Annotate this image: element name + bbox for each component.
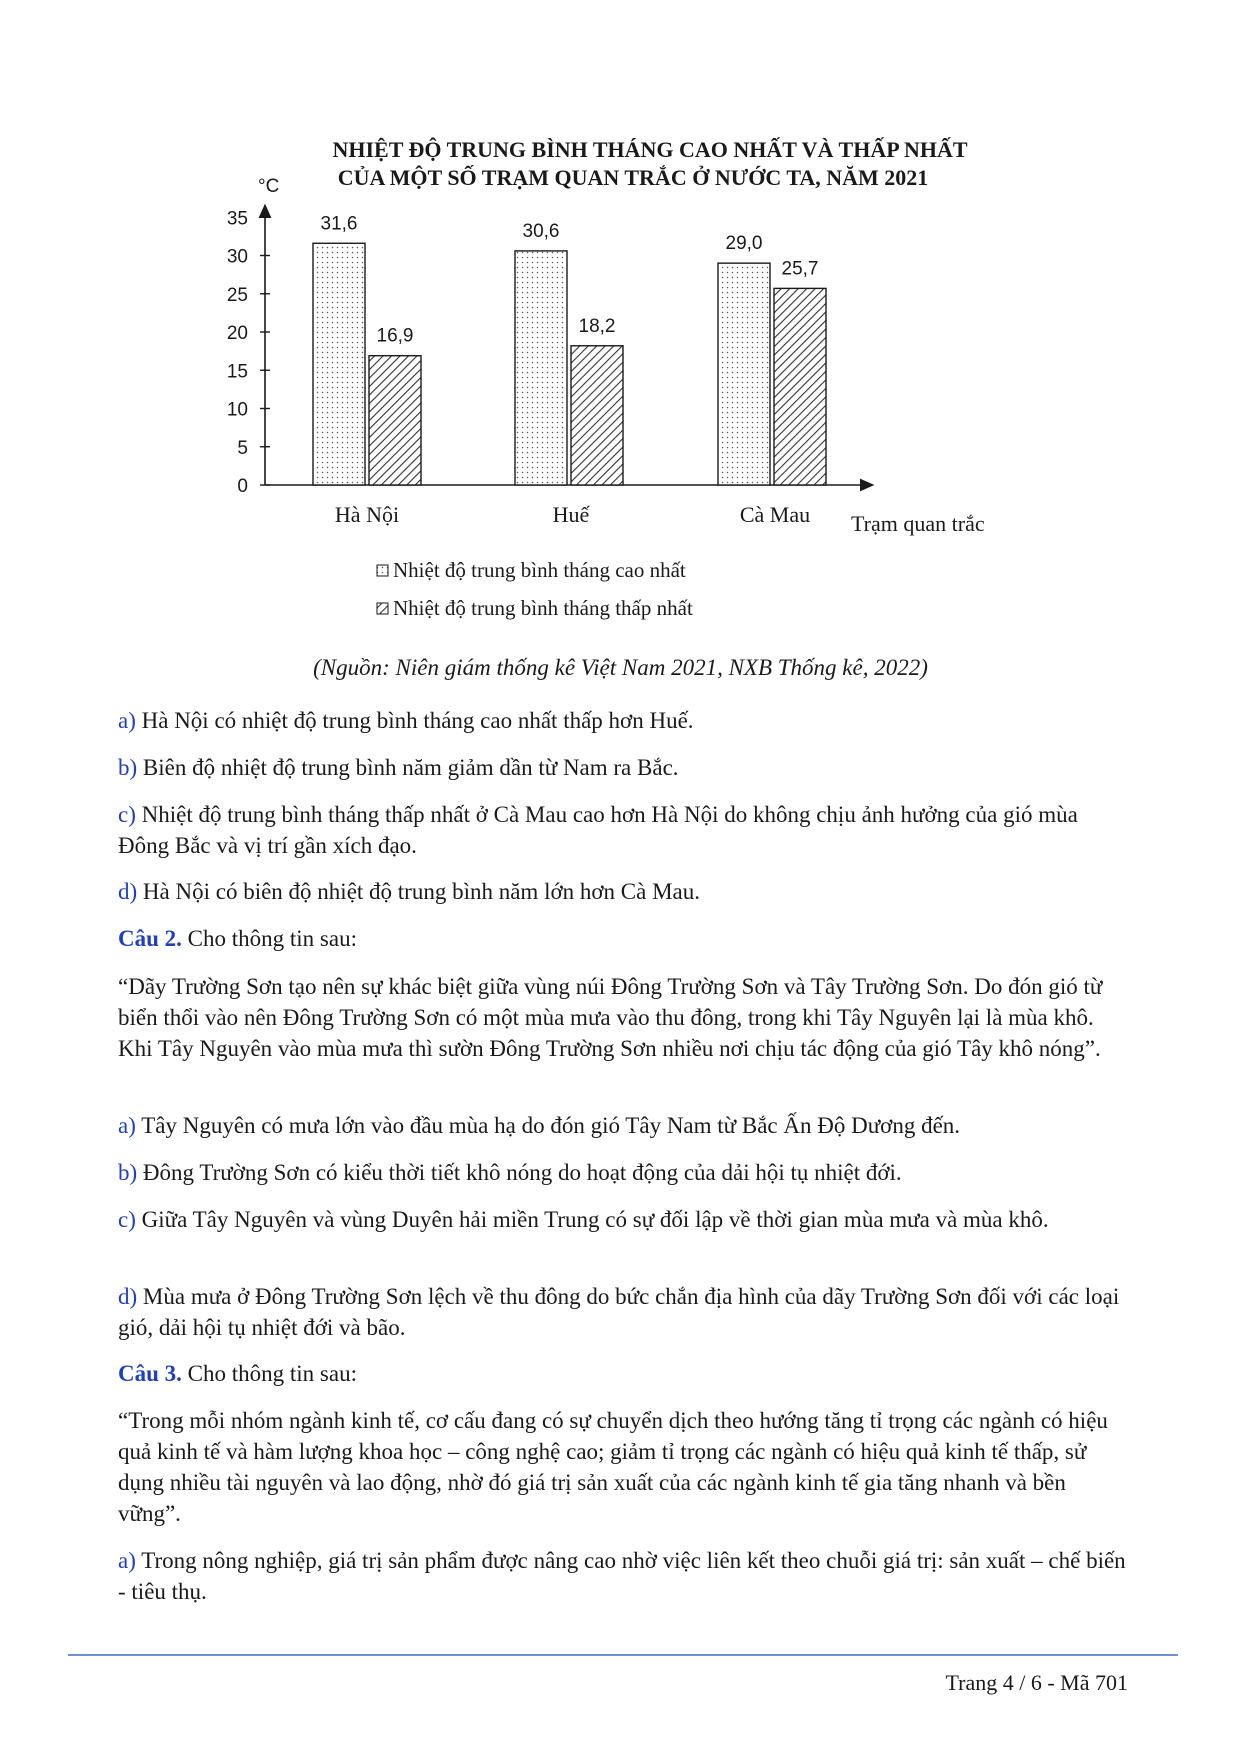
y-axis: [227, 208, 270, 497]
q1-label-d: d): [118, 879, 138, 904]
q2-label-b: b): [118, 1160, 138, 1185]
legend-label-min: Nhiệt độ trung bình tháng thấp nhất: [393, 596, 693, 620]
q3-statement-a: [118, 1545, 1130, 1607]
legend-swatch-max: [377, 565, 388, 576]
category-labels: [335, 502, 810, 527]
q3-quote: “Trong mỗi nhóm ngành kinh tế, cơ cấu đang có sự chuyển dịch theo hướng tăng tỉ trọng các ngành có hiệu quả kinh tế và hàm lượng khoa học – công nghệ cao; giảm tỉ trọng các ngành có hiệu quả kinh tế thấp, sử dụng nhiều tài nguyên và lao động, nhờ đó giá trị sản xuất của các ngành kinh tế gia tăng nhanh và bền vững”.: [118, 1408, 1108, 1526]
q2-number: Câu 2.: [118, 926, 182, 951]
y-tick-label-30: 30: [226, 246, 248, 268]
bar-min-0: [369, 356, 421, 485]
q2-statement-b: [118, 1157, 1130, 1188]
q1-statement-c: [118, 799, 1130, 861]
legend: [377, 558, 693, 620]
q2-label-c: c): [118, 1207, 136, 1232]
q1-statement-b: [118, 752, 1130, 783]
q1-text-b: Biên độ nhiệt độ trung bình năm giảm dần từ Nam ra Bắc.: [137, 755, 679, 780]
q2-label-d: d): [118, 1284, 138, 1309]
q2-heading: [118, 923, 1130, 954]
q3-heading: [118, 1358, 1130, 1389]
q1-text-a: Hà Nội có nhiệt độ trung bình tháng cao nhất thấp hơn Huế.: [135, 708, 694, 733]
bar-max-0: [313, 243, 365, 485]
y-axis-unit: °C: [258, 176, 280, 197]
data-label-max-1: 30,6: [522, 220, 560, 242]
chart-title-line-1: NHIỆT ĐỘ TRUNG BÌNH THÁNG CAO NHẤT VÀ THẤP NHẤT: [332, 137, 968, 162]
footer-divider: [68, 1654, 1178, 1656]
y-tick-label-15: 15: [226, 361, 248, 383]
y-tick-label-20: 20: [226, 323, 248, 344]
category-label-2: Cà Mau: [739, 502, 811, 527]
data-label-max-2: 29,0: [725, 233, 763, 255]
q3-number: Câu 3.: [118, 1361, 182, 1386]
source-note: (Nguồn: Niên giám thống kê Việt Nam 2021, NXB Thống kê, 2022): [313, 655, 928, 680]
bar-min-1: [571, 346, 623, 485]
q1-label-b: b): [118, 755, 138, 780]
y-tick-label-0: 0: [237, 476, 248, 497]
q2-quote: “Dãy Trường Sơn tạo nên sự khác biệt giữa vùng núi Đông Trường Sơn và Tây Trường Sơn. Do đón gió từ biển thổi vào nên Đông Trường Sơn có một mùa mưa vào thu đông, trong khi Tây Nguyên lại là mùa khô. Khi Tây Nguyên vào mùa mưa thì sườn Đông Trường Sơn nhiều nơi chịu tác động của gió Tây khô nóng”.: [118, 974, 1103, 1061]
q1-label-c: c): [118, 802, 136, 827]
q2-text-c: Giữa Tây Nguyên và vùng Duyên hải miền Trung có sự đối lập về thời gian mùa mưa và mùa khô.: [135, 1207, 1049, 1232]
category-label-1: Huế: [552, 502, 590, 527]
temperature-bar-chart: [0, 0, 1241, 640]
bar-max-2: [718, 263, 770, 485]
page-footer: Trang 4 / 6 - Mã 701: [945, 1670, 1128, 1695]
y-tick-label-25: 25: [226, 284, 248, 306]
q2-statement-d: [118, 1281, 1130, 1343]
q1-text-d: Hà Nội có biên độ nhiệt độ trung bình năm lớn hơn Cà Mau.: [137, 879, 700, 904]
q1-statement-a: [118, 705, 1130, 736]
q3-label-a: a): [118, 1548, 136, 1573]
data-label-min-0: 16,9: [376, 325, 414, 347]
q2-label-a: a): [118, 1113, 136, 1138]
x-axis-title: Trạm quan trắc: [851, 511, 985, 536]
legend-label-max: Nhiệt độ trung bình tháng cao nhất: [393, 558, 686, 582]
q3-intro: Cho thông tin sau:: [181, 1361, 357, 1386]
q2-text-a: Tây Nguyên có mưa lớn vào đầu mùa hạ do đón gió Tây Nam từ Bắc Ấn Độ Dương đến.: [135, 1113, 961, 1138]
y-tick-label-5: 5: [237, 437, 248, 459]
q1-label-a: a): [118, 708, 136, 733]
legend-swatch-min: [377, 603, 388, 614]
bar-series: [313, 243, 826, 485]
q3-text-a: Trong nông nghiệp, giá trị sản phẩm được nâng cao nhờ việc liên kết theo chuỗi giá trị: sản xuất – chế biến - tiêu thụ.: [118, 1548, 1126, 1604]
q2-text-d: Mùa mưa ở Đông Trường Sơn lệch về thu đông do bức chắn địa hình của dãy Trường Sơn đối với các loại gió, dải hội tụ nhiệt đới và bão.: [118, 1284, 1120, 1340]
q2-statement-c: [118, 1204, 1130, 1235]
q1-statement-d: [118, 876, 1130, 907]
data-label-min-1: 18,2: [578, 315, 616, 337]
y-tick-label-10: 10: [226, 399, 248, 421]
q1-text-c: Nhiệt độ trung bình tháng thấp nhất ở Cà Mau cao hơn Hà Nội do không chịu ảnh hưởng của gió mùa Đông Bắc và vị trí gần xích đạo.: [118, 802, 1078, 858]
y-tick-label-35: 35: [226, 208, 248, 230]
chart-title-line-2: CỦA MỘT SỐ TRẠM QUAN TRẮC Ở NƯỚC TA, NĂM 2021: [337, 165, 929, 190]
q2-intro: Cho thông tin sau:: [181, 926, 357, 951]
q2-statement-a: [118, 1110, 1130, 1141]
bar-min-2: [774, 288, 826, 485]
data-label-max-0: 31,6: [320, 213, 358, 235]
category-label-0: Hà Nội: [334, 502, 400, 527]
data-label-min-2: 25,7: [781, 258, 819, 280]
bar-max-1: [515, 251, 567, 485]
q2-text-b: Đông Trường Sơn có kiểu thời tiết khô nóng do hoạt động của dải hội tụ nhiệt đới.: [137, 1160, 902, 1185]
